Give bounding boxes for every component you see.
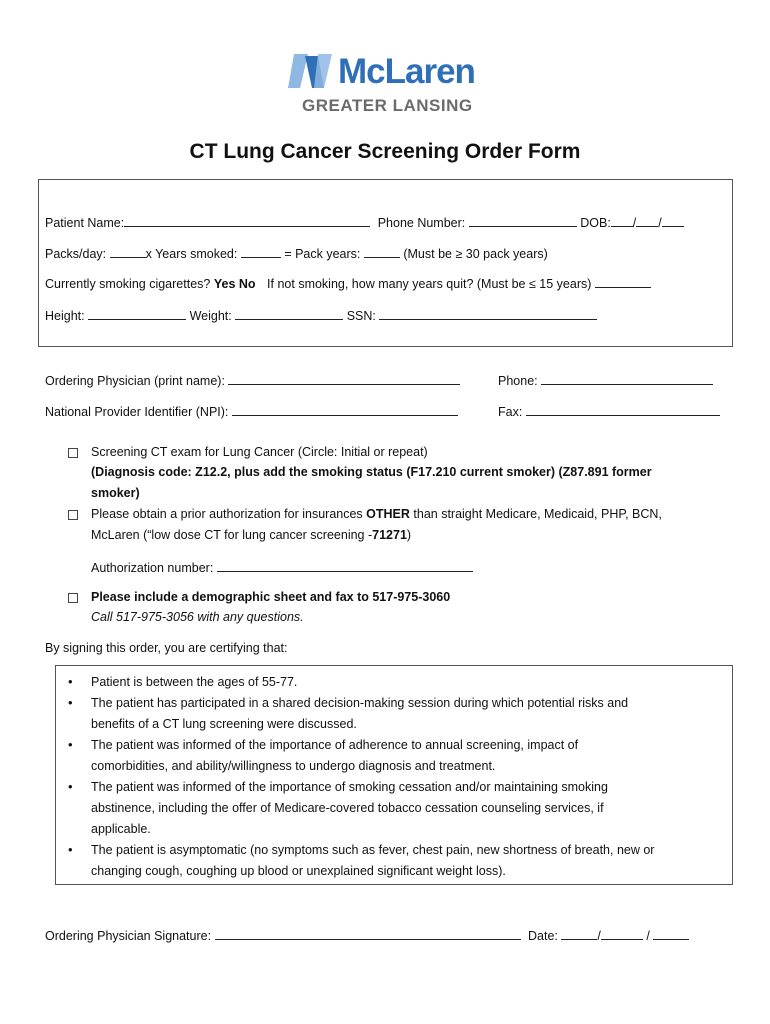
physician-phone-label: Phone: [498,374,538,388]
years-smoked-field[interactable] [241,245,281,258]
demographic-sheet-text: Please include a demographic sheet and fax to 517-975-3060 [91,590,451,604]
years-quit-question: If not smoking, how many years quit? (Must be ≤ 15 years) [267,277,592,291]
height-field[interactable] [88,307,186,320]
bullet-icon: • [68,737,73,752]
certification-item-text: The patient was informed of the importance of smoking cessation and/or maintaining smoking [91,780,608,794]
npi-row [45,403,458,419]
questions-phone-text: Call 517-975-3056 with any questions. [91,610,304,624]
fax-row [498,403,720,419]
smoking-no-option[interactable]: No [238,277,256,291]
phone-number-field[interactable] [469,214,577,227]
signature-field[interactable] [215,927,521,940]
date-slash: / [646,929,650,943]
date-label: Date: [528,929,558,943]
certify-intro: By signing this order, you are certifying that: [45,641,288,655]
dob-slash: / [632,216,637,230]
fax-field[interactable] [526,403,720,416]
prior-auth-prefix: Please obtain a prior authorization for insurances [91,507,367,521]
patient-row-1 [45,214,684,230]
prior-authorization-checkbox[interactable] [68,510,78,520]
pack-years-field[interactable] [364,245,400,258]
phone-number-label: Phone Number: [377,216,466,230]
logo-region-text: GREATER LANSING [302,96,473,115]
patient-row-3 [45,275,651,291]
dob-label: DOB: [580,216,611,230]
dob-year-field[interactable] [662,214,684,227]
form-title: CT Lung Cancer Screening Order Form [189,140,581,163]
prior-auth-other: OTHER [366,507,410,521]
authorization-number-label: Authorization number: [91,561,214,575]
physician-name-row [45,372,460,388]
certification-item-text: The patient has participated in a shared decision-making session during which potential risks and [91,696,629,710]
screening-ct-text: Screening CT exam for Lung Cancer (Circle: Initial or repeat) [91,445,428,459]
bullet-icon: • [68,779,73,794]
demographic-sheet-checkbox[interactable] [68,593,78,603]
mclaren-mark-icon [288,54,338,90]
weight-field[interactable] [235,307,343,320]
signature-row [45,927,689,943]
authorization-number-row [91,559,473,575]
signature-label: Ordering Physician Signature: [45,929,212,943]
cpt-code: 71271 [372,528,407,542]
height-label: Height: [45,309,85,323]
patient-row-2 [45,245,548,261]
date-month-field[interactable] [561,927,597,940]
dob-day-field[interactable] [636,214,658,227]
prior-auth-line2-suffix: ) [406,528,412,542]
screening-ct-checkbox[interactable] [68,448,78,458]
dob-slash: / [658,216,662,230]
fax-label: Fax: [498,405,523,419]
weight-label: Weight: [189,309,232,323]
certification-item-text: benefits of a CT lung screening were discussed. [91,717,357,731]
ssn-label: SSN: [346,309,376,323]
smoking-yes-option[interactable]: Yes [213,277,236,291]
prior-auth-suffix: than straight Medicare, Medicaid, PHP, BCN, [409,507,662,521]
certification-item-text: abstinence, including the offer of Medicare-covered tobacco cessation counseling services, if [91,801,604,815]
bullet-icon: • [68,695,73,710]
date-year-field[interactable] [653,927,689,940]
certification-item-text: The patient was informed of the importance of adherence to annual screening, impact of [91,738,579,752]
certification-item-text: applicable. [91,822,151,836]
physician-name-label: Ordering Physician (print name): [45,374,225,388]
certification-item-text: Patient is between the ages of 55-77. [91,675,298,689]
patient-row-4 [45,307,597,323]
certification-item-text: The patient is asymptomatic (no symptoms such as fever, chest pain, new shortness of breath, new or [91,843,655,857]
bullet-icon: • [68,674,73,689]
prior-auth-line2-prefix: McLaren (“low dose CT for lung cancer screening - [91,528,373,542]
years-quit-field[interactable] [595,275,651,288]
prior-authorization-text-cont [91,528,411,542]
certification-item-text: comorbidities, and ability/willingness to undergo diagnosis and treatment. [91,759,496,773]
npi-field[interactable] [232,403,458,416]
bullet-icon: • [68,842,73,857]
authorization-number-field[interactable] [217,559,473,572]
smoking-question: Currently smoking cigarettes? [45,277,211,291]
patient-name-label: Patient Name: [45,216,125,230]
ssn-field[interactable] [379,307,597,320]
npi-label: National Provider Identifier (NPI): [45,405,229,419]
packs-per-day-label: Packs/day: [45,247,107,261]
date-slash: / [597,929,601,943]
certification-item-text: changing cough, coughing up blood or unexplained significant weight loss). [91,864,506,878]
packs-per-day-field[interactable] [110,245,146,258]
pack-years-note: (Must be ≥ 30 pack years) [403,247,548,261]
prior-authorization-text [91,507,662,521]
physician-phone-field[interactable] [541,372,713,385]
mclaren-logo [288,52,488,122]
years-smoked-label: x Years smoked: [145,247,238,261]
date-day-field[interactable] [601,927,643,940]
patient-name-field[interactable] [124,214,370,227]
logo-brand-text: McLaren [338,52,475,91]
dob-month-field[interactable] [611,214,633,227]
physician-name-field[interactable] [228,372,460,385]
physician-phone-row [498,372,713,388]
diagnosis-code-text-cont: smoker) [91,486,140,500]
pack-years-label: = Pack years: [284,247,361,261]
diagnosis-code-text: (Diagnosis code: Z12.2, plus add the smoking status (F17.210 current smoker) (Z87.891 former [91,465,652,479]
